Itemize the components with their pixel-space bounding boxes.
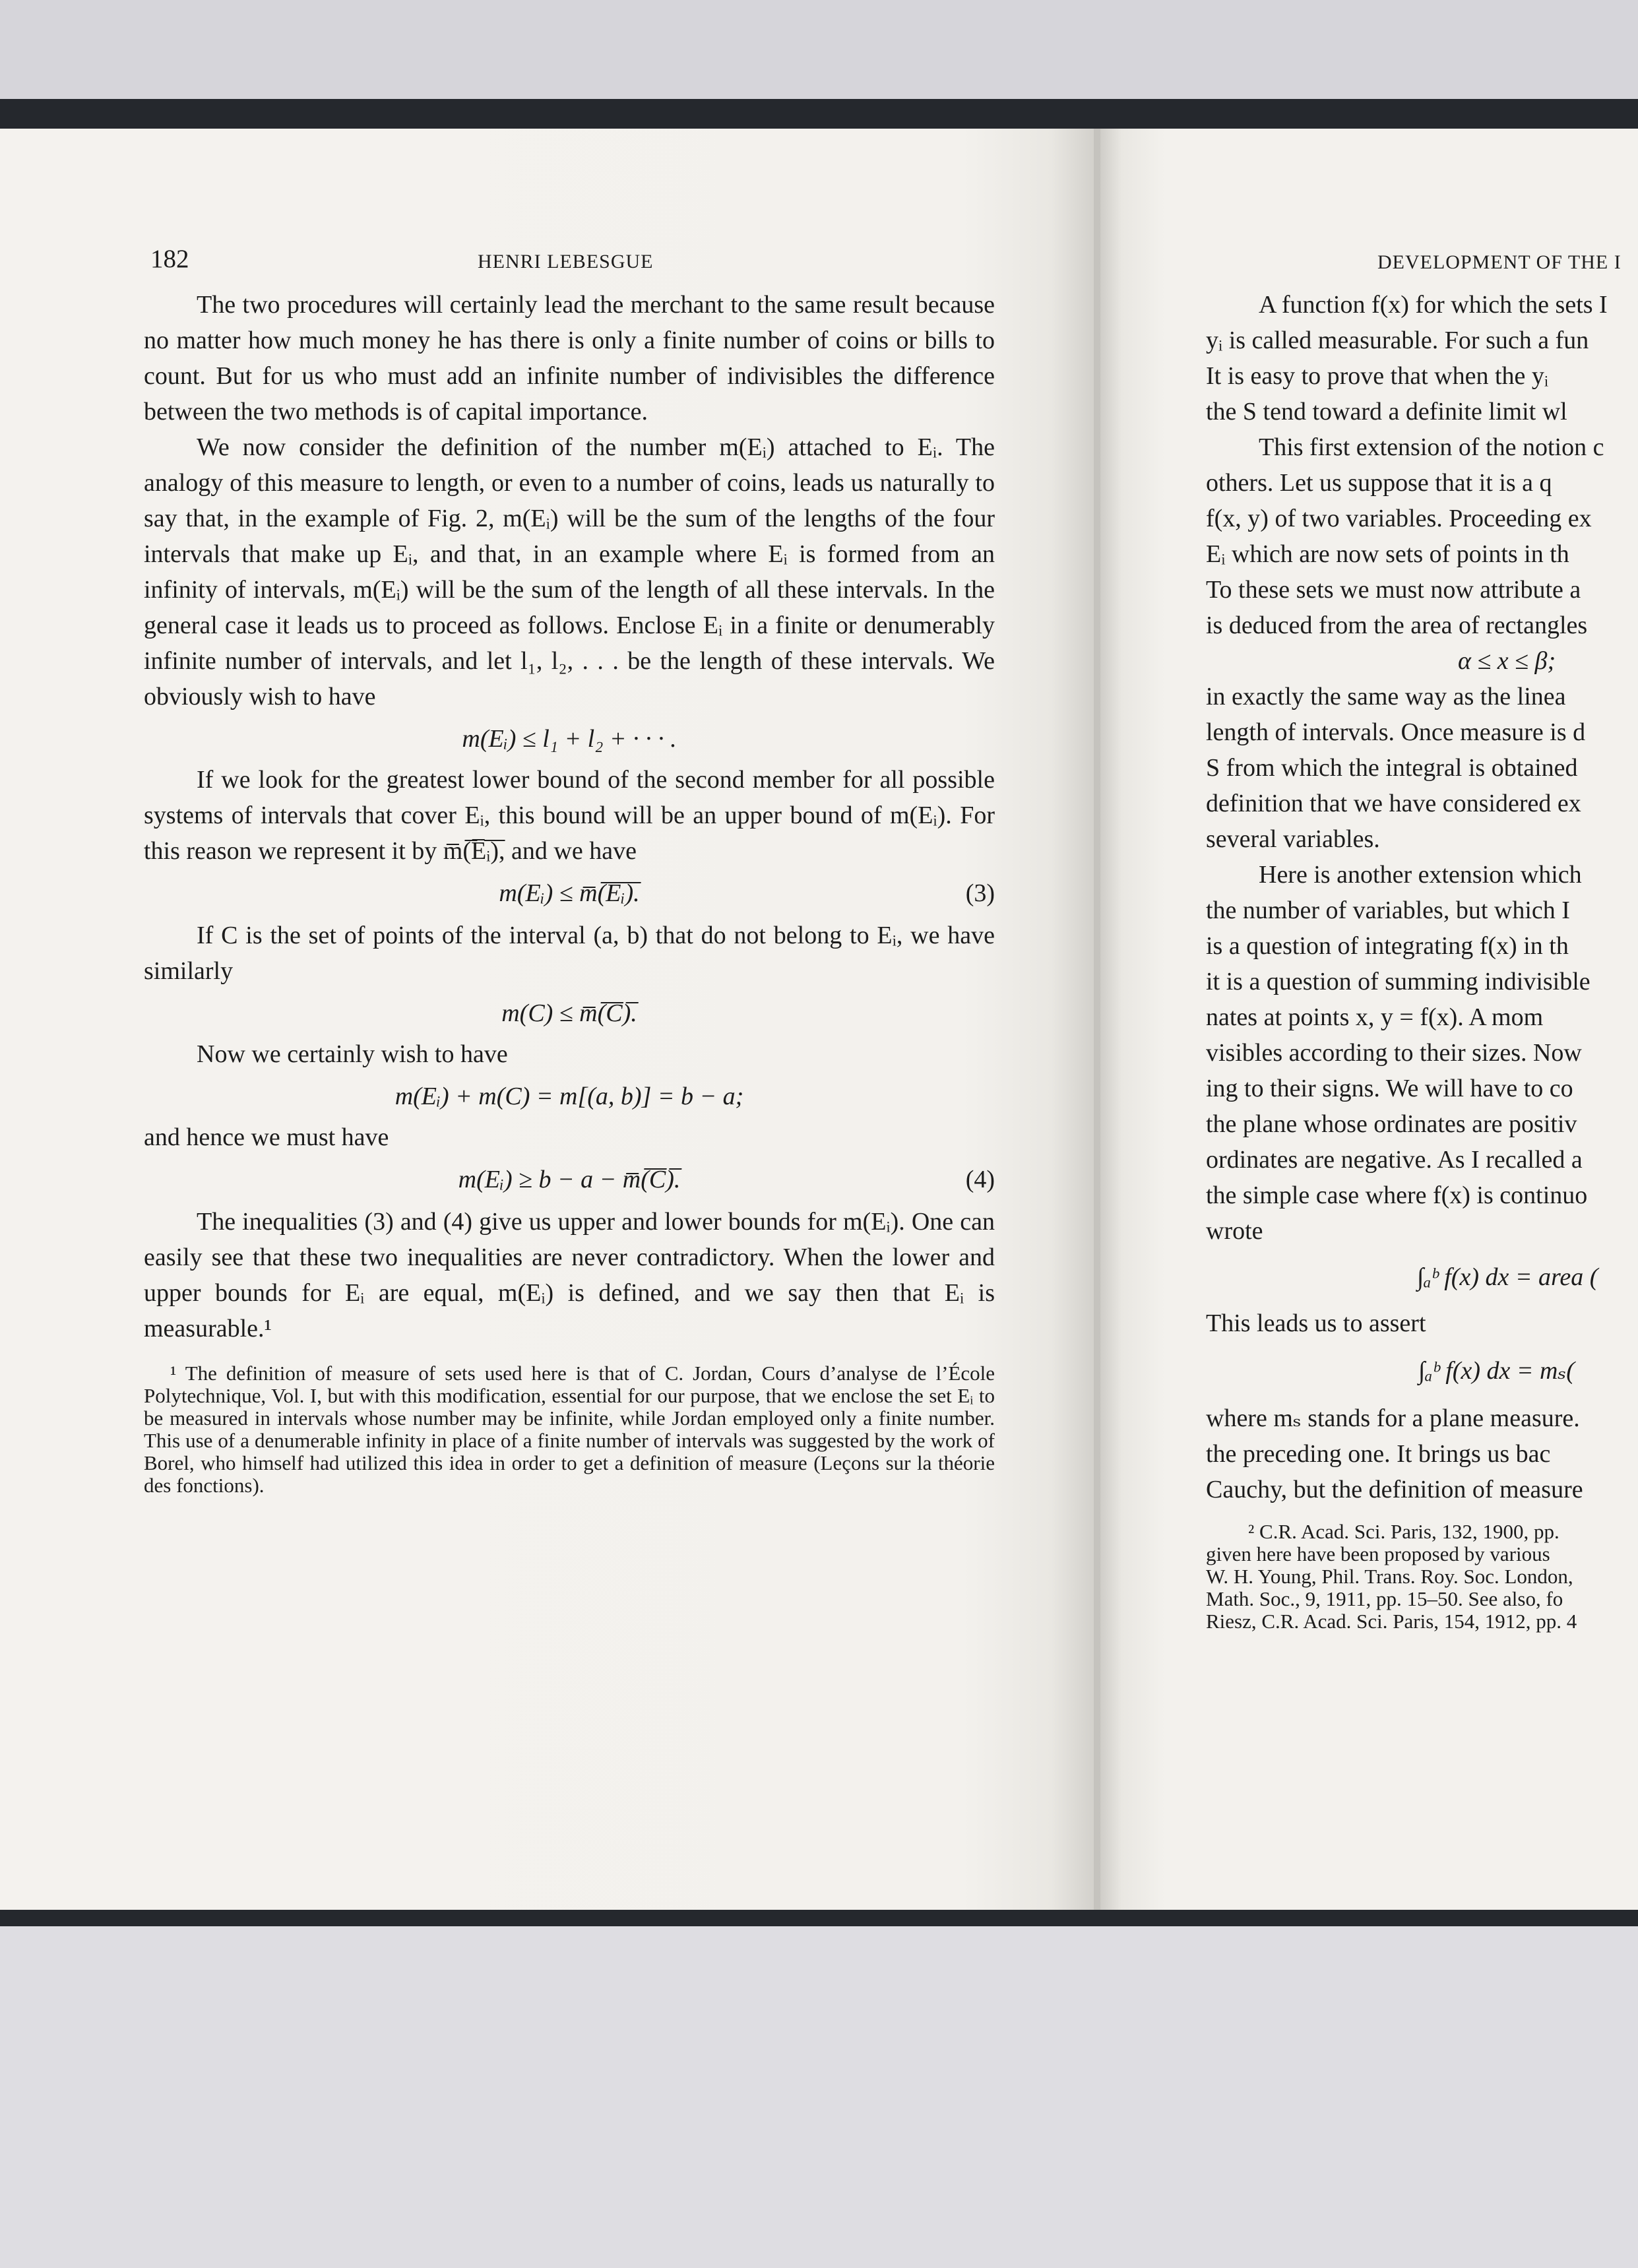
footnote: ¹ The definition of measure of sets used here is that of C. Jordan, Cours d’analyse de l’École Polytechnique, Vol. I, but with this modification, essential for our purpose, that we enclose the set Eᵢ to be measured in intervals whose number may be infinite, while Jordan employed only a finite number. This use of a denumerable infinity in place of a finite number of intervals was suggested by the work of Borel, who himself had utilized this idea in order to get a definition of measure (Leçons sur la théorie des fonctions). <box>144 1362 995 1497</box>
equation: ∫ₐᵇ f(x) dx = area ( <box>1417 1263 1598 1291</box>
equation-3 <box>144 875 995 911</box>
text-line: f(x, y) of two variables. Proceeding ex <box>1206 505 1592 532</box>
equation: m(Eᵢ) ≤ l₁ + l₂ + · · · . <box>462 725 677 753</box>
text-line: A function f(x) for which the sets I <box>1259 291 1608 319</box>
text-line: visibles according to their sizes. Now <box>1206 1039 1582 1067</box>
text-line: the S tend toward a definite limit wl <box>1206 398 1567 425</box>
right-page-body <box>1206 287 1638 1633</box>
equation-number: (4) <box>965 1166 995 1193</box>
footnote-line: Riesz, C.R. Acad. Sci. Paris, 154, 1912, pp. 4 <box>1206 1610 1577 1633</box>
paragraph: The two procedures will certainly lead the merchant to the same result because no matter how much money he has there is only a finite number of coins or bills to count. But for us who must add an infinite number of indivisibles the difference between the two methods is of capital importance. <box>144 291 995 425</box>
text-line: others. Let us suppose that it is a q <box>1206 469 1552 497</box>
text-line: ing to their signs. We will have to co <box>1206 1075 1573 1102</box>
scanner-background-bottom <box>0 1926 1638 2268</box>
right-page <box>1100 129 1638 1910</box>
text-line: the preceding one. It brings us bac <box>1206 1440 1551 1468</box>
equation-number: (3) <box>965 879 995 907</box>
scanner-background-top <box>0 0 1638 99</box>
text-line: wrote <box>1206 1217 1263 1245</box>
text-line: the number of variables, but which I <box>1206 897 1570 924</box>
text-line: This leads us to assert <box>1206 1309 1426 1337</box>
text-line: is a question of integrating f(x) in th <box>1206 932 1569 960</box>
equation: m(Eᵢ) ≥ b − a − m̅(̅C̅)̅. <box>458 1166 681 1193</box>
text-line: Cauchy, but the definition of measure <box>1206 1476 1583 1503</box>
equation: m(Eᵢ) ≤ m̅(̅E̅ᵢ̅)̅. <box>499 879 640 907</box>
text-line: it is a question of summing indivisible <box>1206 968 1591 995</box>
paragraph: The inequalities (3) and (4) give us upper and lower bounds for m(Eᵢ). One can easily see that these two inequalities are never contradictory. When the lower and upper bounds for Eᵢ are equal, m(Eᵢ) is defined, and we say then that Eᵢ is measurable.¹ <box>144 1208 995 1342</box>
text-line: It is easy to prove that when the yᵢ <box>1206 362 1549 390</box>
footnote-right <box>1206 1521 1638 1633</box>
text-line: This first extension of the notion c <box>1259 433 1604 461</box>
equation: m(C) ≤ m̅(̅C̅)̅. <box>501 999 637 1027</box>
text-line: ordinates are negative. As I recalled a <box>1206 1146 1583 1174</box>
text-line: where mₛ stands for a plane measure. <box>1206 1404 1580 1432</box>
running-head-right: DEVELOPMENT OF THE I <box>1377 251 1622 273</box>
text-line: definition that we have considered ex <box>1206 790 1581 817</box>
text-line: yᵢ is called measurable. For such a fun <box>1206 327 1589 354</box>
equation-4 <box>144 1162 995 1197</box>
text-line: the plane whose ordinates are positiv <box>1206 1110 1577 1138</box>
equation: α ≤ x ≤ β; <box>1458 647 1556 675</box>
equation: m(Eᵢ) + m(C) = m[(a, b)] = b − a; <box>394 1083 744 1110</box>
running-head-left: HENRI LEBESGUE <box>478 251 654 272</box>
page-number: 182 <box>150 245 189 273</box>
footnote-line: given here have been proposed by various <box>1206 1542 1550 1565</box>
text-line: Here is another extension which <box>1259 861 1582 889</box>
text-line: To these sets we must now attribute a <box>1206 576 1581 604</box>
text-line: Eᵢ which are now sets of points in th <box>1206 540 1569 568</box>
text-line: length of intervals. Once measure is d <box>1206 718 1586 746</box>
equation: ∫ₐᵇ f(x) dx = mₛ( <box>1418 1357 1575 1385</box>
text-line: nates at points x, y = f(x). A mom <box>1206 1003 1544 1031</box>
text-line: is deduced from the area of rectangles <box>1206 612 1588 639</box>
text-line: several variables. <box>1206 825 1380 853</box>
left-page-body <box>144 287 995 1497</box>
text-line: in exactly the same way as the linea <box>1206 683 1566 710</box>
paragraph: If C is the set of points of the interval (a, b) that do not belong to Eᵢ, we have similarly <box>144 922 995 985</box>
footnote-line: ² C.R. Acad. Sci. Paris, 132, 1900, pp. <box>1248 1520 1559 1543</box>
paragraph: and hence we must have <box>144 1123 389 1151</box>
text-line: S from which the integral is obtained <box>1206 754 1578 782</box>
paragraph: If we look for the greatest lower bound of the second member for all possible systems of intervals that cover Eᵢ, this bound will be an upper bound of m(Eᵢ). For this reason we represent it by m̅(̅E̅ᵢ̅)̅, and we have <box>144 766 995 865</box>
text-line: the simple case where f(x) is continuo <box>1206 1181 1588 1209</box>
paragraph: We now consider the definition of the number m(Eᵢ) attached to Eᵢ. The analogy of this measure to length, or even to a number of coins, leads us naturally to say that, in the example of Fig. 2, m(Eᵢ) will be the sum of the lengths of the four intervals that make up Eᵢ, and that, in an example where Eᵢ is formed from an infinity of intervals, m(Eᵢ) will be the sum of the length of all these intervals. In the general case it leads us to proceed as follows. Enclose Eᵢ in a finite or denumerably infinite number of intervals, and let l₁, l₂, . . . be the length of these intervals. We obviously wish to have <box>144 433 995 710</box>
paragraph: Now we certainly wish to have <box>197 1040 508 1068</box>
footnote-line: W. H. Young, Phil. Trans. Roy. Soc. London, <box>1206 1565 1573 1588</box>
footnote-line: Math. Soc., 9, 1911, pp. 15–50. See also, fo <box>1206 1587 1563 1610</box>
